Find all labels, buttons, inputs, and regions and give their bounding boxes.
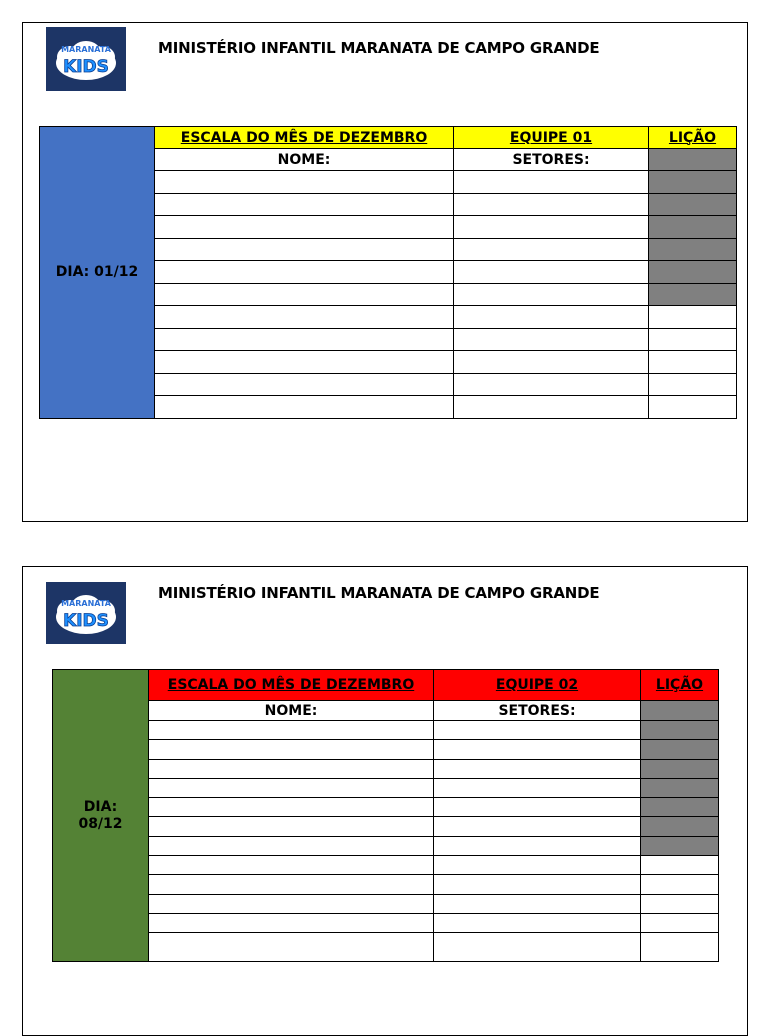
sector-cell[interactable] xyxy=(434,856,641,875)
lesson-cell[interactable] xyxy=(649,396,737,419)
name-header xyxy=(149,701,434,721)
lesson-cell[interactable] xyxy=(641,913,719,932)
sector-cell[interactable] xyxy=(434,875,641,894)
lesson-header xyxy=(641,670,719,701)
sector-cell[interactable] xyxy=(454,238,649,261)
schedule-card-2 xyxy=(22,566,748,1036)
team-header xyxy=(454,127,649,149)
lesson-cell xyxy=(649,283,737,306)
sector-cell[interactable] xyxy=(434,798,641,817)
day-label-line2: 08/12 xyxy=(78,816,123,833)
lesson-label: LIÇÃO xyxy=(655,677,704,693)
team-header xyxy=(434,670,641,701)
sector-cell[interactable] xyxy=(454,216,649,239)
name-cell[interactable] xyxy=(155,396,454,419)
name-cell[interactable] xyxy=(155,216,454,239)
sectors-header xyxy=(434,701,641,721)
lesson-cell[interactable] xyxy=(649,351,737,374)
lesson-cell xyxy=(641,817,719,836)
name-cell[interactable] xyxy=(155,373,454,396)
lesson-cell xyxy=(641,740,719,759)
lesson-cell xyxy=(641,798,719,817)
name-cell[interactable] xyxy=(155,261,454,284)
schedule-table xyxy=(39,126,737,419)
name-cell[interactable] xyxy=(149,894,434,913)
lesson-cell xyxy=(649,238,737,261)
name-cell[interactable] xyxy=(155,171,454,194)
name-cell[interactable] xyxy=(149,933,434,962)
lesson-cell[interactable] xyxy=(641,894,719,913)
sector-cell[interactable] xyxy=(434,836,641,855)
ministry-title: MINISTÉRIO INFANTIL MARANATA DE CAMPO GRANDE xyxy=(158,584,600,602)
maranata-kids-logo xyxy=(46,27,126,91)
name-header xyxy=(155,149,454,171)
name-cell[interactable] xyxy=(155,238,454,261)
logo-top-text: MARANATA xyxy=(61,599,111,608)
lesson-header xyxy=(649,127,737,149)
ministry-title: MINISTÉRIO INFANTIL MARANATA DE CAMPO GRANDE xyxy=(158,39,600,57)
schedule-header-label: ESCALA DO MÊS DE DEZEMBRO xyxy=(180,129,428,146)
sector-cell[interactable] xyxy=(454,283,649,306)
team-label: EQUIPE 02 xyxy=(495,677,579,693)
sector-cell[interactable] xyxy=(434,721,641,740)
name-cell[interactable] xyxy=(149,913,434,932)
logo-bottom-text: KIDS xyxy=(63,611,109,631)
lesson-cell[interactable] xyxy=(641,875,719,894)
lesson-cell xyxy=(649,171,737,194)
name-cell[interactable] xyxy=(149,856,434,875)
name-cell[interactable] xyxy=(149,798,434,817)
sector-cell[interactable] xyxy=(454,306,649,329)
team-label: EQUIPE 01 xyxy=(509,129,593,146)
lesson-cell[interactable] xyxy=(641,856,719,875)
name-cell[interactable] xyxy=(155,328,454,351)
lesson-cell xyxy=(641,701,719,721)
name-cell[interactable] xyxy=(155,193,454,216)
lesson-cell[interactable] xyxy=(649,306,737,329)
sector-cell[interactable] xyxy=(434,817,641,836)
sectors-header-label: SETORES: xyxy=(512,151,590,168)
lesson-cell xyxy=(649,261,737,284)
sector-cell[interactable] xyxy=(454,193,649,216)
sector-cell[interactable] xyxy=(434,759,641,778)
name-cell[interactable] xyxy=(149,817,434,836)
name-cell[interactable] xyxy=(149,836,434,855)
name-cell[interactable] xyxy=(149,875,434,894)
schedule-table xyxy=(52,669,719,962)
name-cell[interactable] xyxy=(149,759,434,778)
lesson-cell xyxy=(649,193,737,216)
sector-cell[interactable] xyxy=(434,740,641,759)
name-cell[interactable] xyxy=(155,351,454,374)
lesson-cell[interactable] xyxy=(641,933,719,962)
lesson-cell xyxy=(641,778,719,797)
sector-cell[interactable] xyxy=(434,933,641,962)
sector-cell[interactable] xyxy=(454,396,649,419)
lesson-cell xyxy=(649,149,737,171)
sector-cell[interactable] xyxy=(454,261,649,284)
logo-top-text: MARANATA xyxy=(61,45,111,54)
sector-cell[interactable] xyxy=(454,351,649,374)
sector-cell[interactable] xyxy=(434,913,641,932)
lesson-label: LIÇÃO xyxy=(668,129,717,146)
name-cell[interactable] xyxy=(155,283,454,306)
lesson-cell xyxy=(641,759,719,778)
day-label: DIA: 01/12 xyxy=(55,264,139,281)
logo-bottom-text: KIDS xyxy=(63,57,109,77)
lesson-cell xyxy=(641,836,719,855)
lesson-cell[interactable] xyxy=(649,373,737,396)
sector-cell[interactable] xyxy=(454,373,649,396)
logo-graphic xyxy=(46,27,126,91)
name-cell[interactable] xyxy=(149,721,434,740)
schedule-header-label: ESCALA DO MÊS DE DEZEMBRO xyxy=(167,677,415,693)
schedule-header xyxy=(155,127,454,149)
name-header-label: NOME: xyxy=(264,702,318,719)
schedule-header xyxy=(149,670,434,701)
sector-cell[interactable] xyxy=(454,171,649,194)
lesson-cell xyxy=(649,216,737,239)
sector-cell[interactable] xyxy=(434,778,641,797)
schedule-card-1 xyxy=(22,22,748,522)
logo-graphic xyxy=(46,582,126,644)
sector-cell[interactable] xyxy=(454,328,649,351)
lesson-cell xyxy=(641,721,719,740)
name-header-label: NOME: xyxy=(277,151,331,168)
maranata-kids-logo xyxy=(46,582,126,644)
sector-cell[interactable] xyxy=(434,894,641,913)
name-cell[interactable] xyxy=(155,306,454,329)
sectors-header xyxy=(454,149,649,171)
name-cell[interactable] xyxy=(149,778,434,797)
day-cell xyxy=(53,670,149,962)
lesson-cell[interactable] xyxy=(649,328,737,351)
sectors-header-label: SETORES: xyxy=(498,702,576,719)
day-cell xyxy=(40,127,155,419)
day-label-line1: DIA: xyxy=(83,799,118,816)
name-cell[interactable] xyxy=(149,740,434,759)
